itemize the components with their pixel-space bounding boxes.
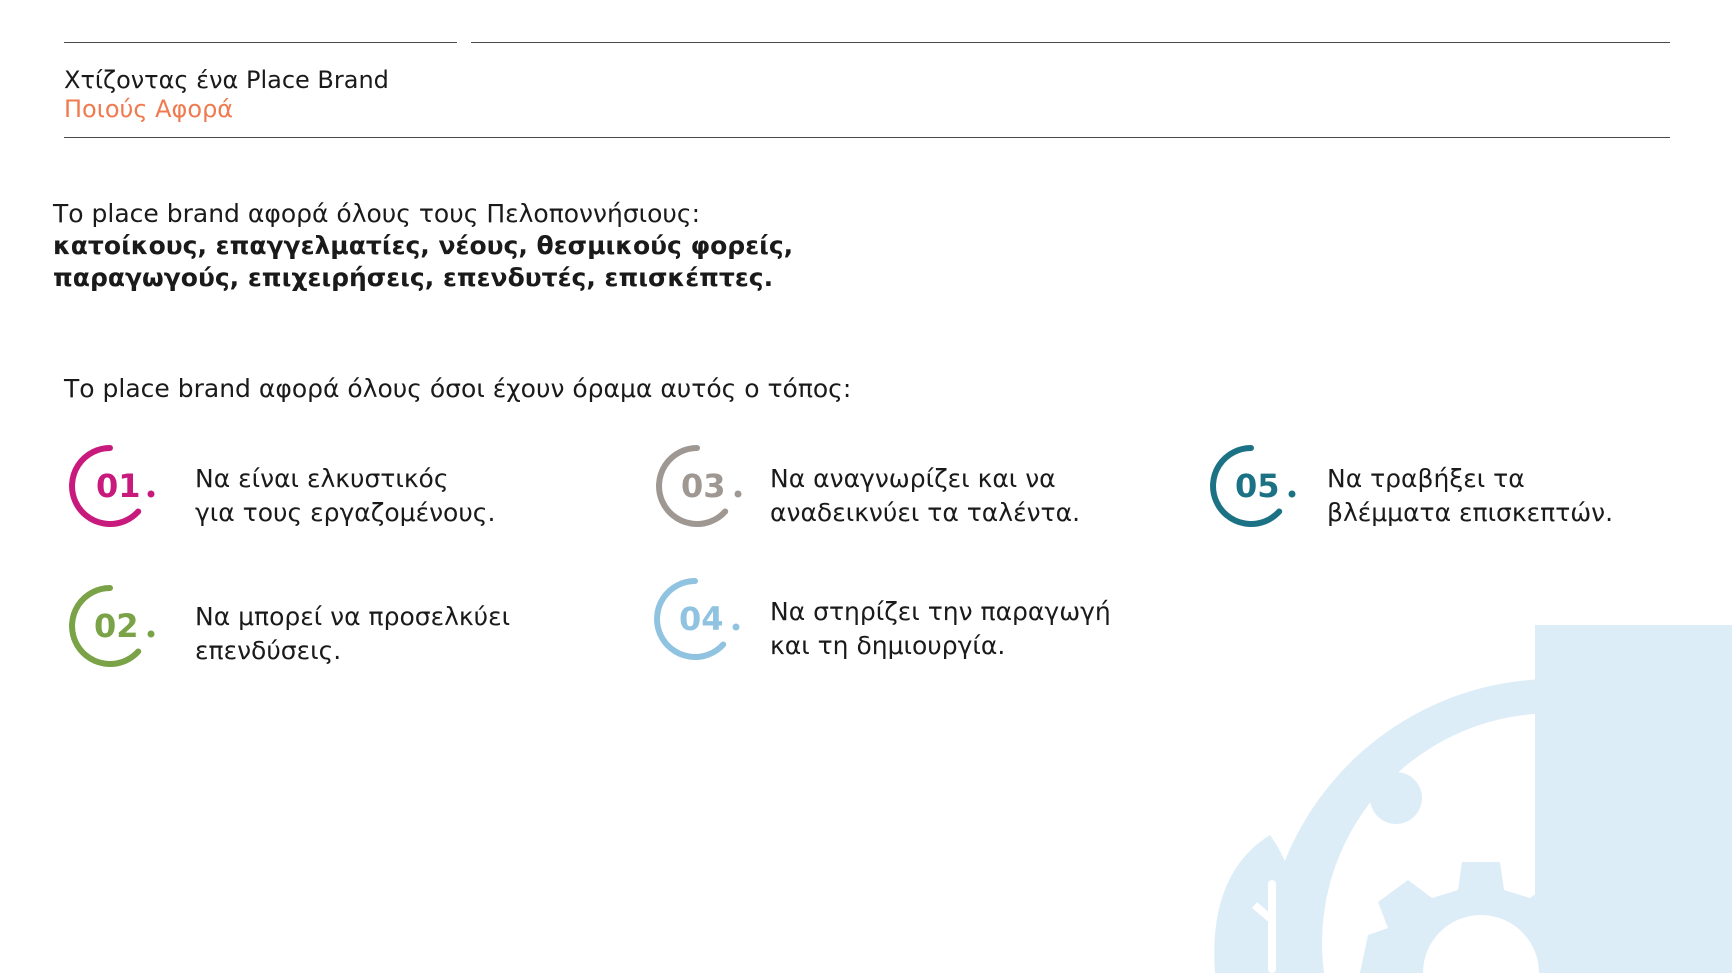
goal-05-number: 05 bbox=[1235, 467, 1280, 505]
goal-05-line-2: βλέμματα επισκεπτών. bbox=[1327, 498, 1614, 527]
goal-02-line-2: επενδύσεις. bbox=[195, 636, 342, 665]
section-subtitle: Ποιούς Αφορά bbox=[64, 95, 234, 123]
goal-01-line-1: Να είναι ελκυστικός bbox=[195, 464, 449, 493]
goal-01-number: 01 bbox=[96, 467, 141, 505]
goal-03-number: 03 bbox=[681, 467, 726, 505]
intro-line-1: Το place brand αφορά όλους τους Πελοποννήσιους: bbox=[53, 199, 700, 228]
goal-02-line-1: Να μπορεί να προσελκύει bbox=[195, 602, 511, 631]
leaf-stem bbox=[1268, 880, 1276, 973]
section-title: Χτίζοντας ένα Place Brand bbox=[64, 66, 389, 94]
goal-04-line-1: Να στηρίζει την παραγωγή bbox=[770, 597, 1111, 626]
goal-02-number: 02 bbox=[94, 607, 139, 645]
decor-circle bbox=[1370, 772, 1422, 824]
goal-04-number: 04 bbox=[679, 600, 724, 638]
goal-01-line-2: για τους εργαζομένους. bbox=[195, 498, 496, 527]
goal-04-line-2: και τη δημιουργία. bbox=[770, 631, 1006, 660]
intro-line-3: παραγωγούς, επιχειρήσεις, επενδυτές, επισκέπτες. bbox=[53, 263, 774, 292]
goal-03-line-1: Να αναγνωρίζει και να bbox=[770, 464, 1056, 493]
vision-statement: Το place brand αφορά όλους όσοι έχουν όραμα αυτός ο τόπος: bbox=[64, 374, 852, 403]
intro-line-2: κατοίκους, επαγγελματίες, νέους, θεσμικούς φορείς, bbox=[53, 231, 794, 260]
goal-03-line-2: αναδεικνύει τα ταλέντα. bbox=[770, 498, 1081, 527]
goal-05-line-1: Να τραβήξει τα bbox=[1327, 464, 1525, 493]
